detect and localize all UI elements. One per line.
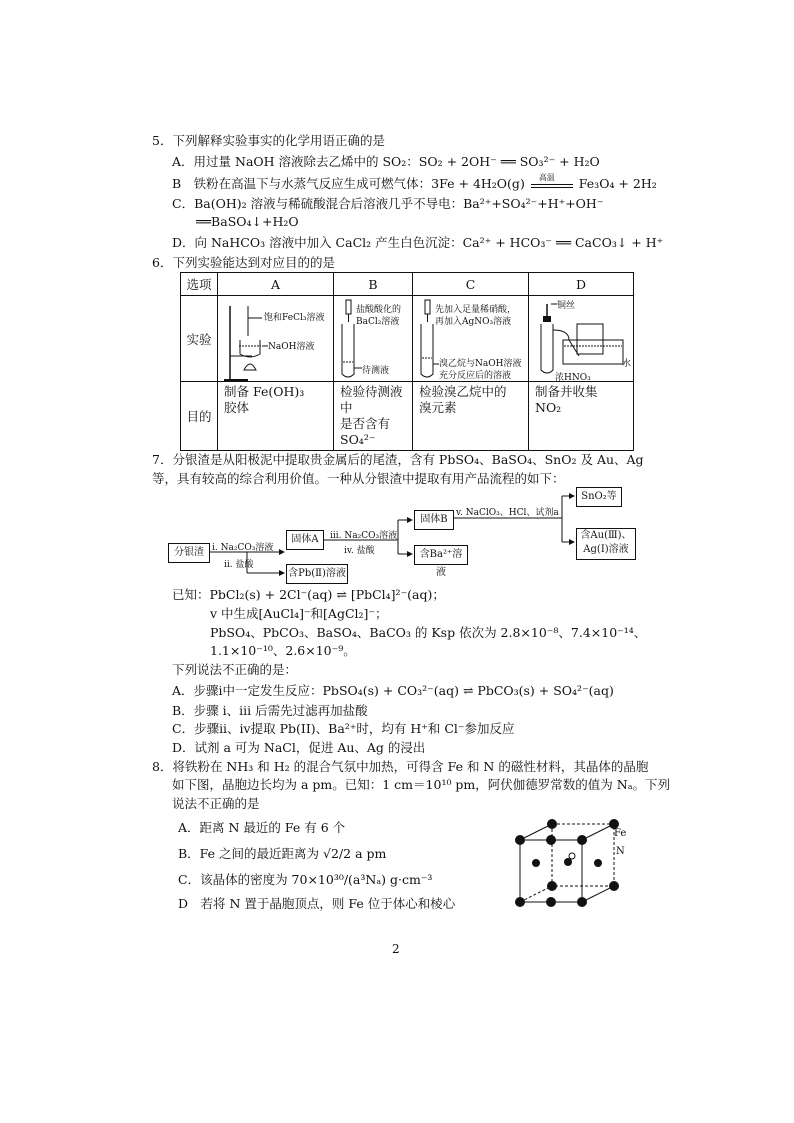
page-number: 2 [392, 942, 400, 956]
label-b1: 盐酸酸化的 [356, 305, 402, 315]
q6-col-option: 选项 [181, 273, 218, 296]
flow-start-box: 分银渣 [168, 543, 210, 563]
q5-option-b-product: Fe₃O₄ + 2H₂ [578, 176, 657, 191]
q6-purpose-c: 检验溴乙烷中的 溴元素 [413, 382, 529, 451]
flow-pb-solution-box: 含Pb(Ⅱ)溶液 [286, 564, 348, 584]
flow-solid-b-box: 固体B [414, 510, 454, 530]
flow-ba-solution-box: 含Ba²⁺溶液 [414, 545, 468, 565]
flow-step2b: iv. 盐酸 [344, 546, 375, 556]
flow-au-ag-box: 含Au(Ⅲ)、 Ag(Ⅰ)溶液 [576, 528, 636, 560]
q5-option-c-line2: ══BaSO₄↓+H₂O [196, 214, 299, 229]
flow-step1a: i. Na₂CO₃溶液 [212, 543, 274, 553]
q5-option-b-text: B 铁粉在高温下与水蒸气反应生成可燃气体：3Fe + 4H₂O(g) [172, 176, 525, 191]
q6-purpose-b: 检验待测液中 是否含有 SO₄²⁻ [334, 382, 413, 451]
q5-stem: 5．下列解释实验事实的化学用语正确的是 [152, 133, 385, 148]
label-d1: 铜丝 [557, 301, 576, 311]
q8-stem-line3: 说法不正确的是 [172, 796, 260, 811]
q8-stem-line1: 8．将铁粉在 NH₃ 和 H₂ 的混合气氛中加热，可得含 Fe 和 N 的磁性材料，其晶体的晶胞 [152, 759, 649, 774]
q6-header-c: C [413, 273, 529, 296]
q5-option-c-line1: C．Ba(OH)₂ 溶液与稀硫酸混合后溶液几乎不导电：Ba²⁺+SO₄²⁻+H⁺+OH⁻ [172, 196, 604, 211]
q7-option-c: C．步骤ii、iv提取 Pb(II)、Ba²⁺时，均有 H⁺和 Cl⁻参加反应 [172, 721, 515, 736]
q6-header-a: A [218, 273, 334, 296]
label-d2: 浓HNO₃ [555, 373, 591, 383]
q8-option-c: C．该晶体的密度为 70×10³⁰/(a³Nₐ) g·cm⁻³ [178, 872, 433, 887]
label-b3: 待测液 [362, 366, 390, 376]
label-a2: NaOH溶液 [268, 342, 315, 352]
flow-step1b: ii. 盐酸 [224, 560, 254, 570]
q8-option-d: D 若将 N 置于晶胞顶点，则 Fe 位于体心和棱心 [178, 896, 456, 911]
flow-step3: v. NaClO₃、HCl、试剂a [456, 508, 559, 518]
q7-stem-line2: 等，具有较高的综合利用价值。一种从分银渣中提取有用产品流程的如下： [152, 471, 565, 486]
q7-known-3: PbSO₄、PbCO₃、BaSO₄、BaCO₃ 的 Ksp 依次为 2.8×10⁻⁸、7.4×10⁻¹⁴、 [210, 625, 647, 640]
q7-stem-line1: 7．分银渣是从阳极泥中提取贵金属后的尾渣，含有 PbSO₄、BaSO₄、SnO₂ 及 Au、Ag [152, 452, 644, 467]
q7-known-4: 1.1×10⁻¹⁰、2.6×10⁻⁹。 [210, 643, 356, 658]
q7-question: 下列说法不正确的是： [172, 662, 298, 677]
figure-label-n: N [616, 846, 625, 857]
q7-option-b: B．步骤 i、iii 后需先过滤再加盐酸 [172, 703, 368, 718]
q6-purpose-a: 制备 Fe(OH)₃ 胶体 [218, 382, 334, 451]
label-c1: 先加入足量稀硝酸， [435, 305, 517, 315]
label-a1: 饱和FeCl₃溶液 [264, 313, 325, 323]
q6-header-d: D [529, 273, 634, 296]
label-b2: BaCl₂溶液 [356, 317, 400, 327]
q5-option-d: D．向 NaHCO₃ 溶液中加入 CaCl₂ 产生白色沉淀：Ca²⁺ + HCO₃⁻ ══ CaCO₃↓ + H⁺ [172, 235, 664, 250]
flow-solid-a-box: 固体A [286, 530, 324, 550]
q6-row-purpose: 目的 [181, 382, 218, 451]
q6-row-experiment: 实验 [181, 296, 218, 382]
label-d3: 水 [622, 359, 632, 369]
q8-option-a: A．距离 N 最近的 Fe 有 6 个 [178, 820, 346, 835]
label-c2: 再加入AgNO₃溶液 [435, 317, 512, 327]
q6-header-b: B [334, 273, 413, 296]
label-c3: 溴乙烷与NaOH溶液 [439, 359, 522, 369]
q8-option-b: B．Fe 之间的最近距离为 √2/2 a pm [178, 846, 387, 861]
q7-known-2: v 中生成[AuCl₄]⁻和[AgCl₂]⁻； [210, 606, 388, 621]
q6-stem: 6．下列实验能达到对应目的的是 [152, 255, 335, 270]
q8-stem-line2: 如下图，晶胞边长均为 a pm。已知：1 cm＝10¹⁰ pm，阿伏伽德罗常数的值为 Nₐ。下列 [172, 777, 671, 792]
flow-step2a: iii. Na₂CO₃溶液 [330, 531, 398, 541]
q5-condition-label: 高温 [538, 172, 555, 182]
q6-purpose-d: 制备并收集 NO₂ [529, 382, 634, 451]
q7-option-a: A．步骤i中一定发生反应：PbSO₄(s) + CO₃²⁻(aq) ⇌ PbCO₃(s) + SO₄²⁻(aq) [172, 683, 614, 698]
flow-sno2-box: SnO₂等 [576, 487, 622, 507]
q7-known-1: 已知：PbCl₂(s) + 2Cl⁻(aq) ⇌ [PbCl₄]²⁻(aq)； [172, 587, 445, 602]
q7-option-d: D．试剂 a 可为 NaCl，促进 Au、Ag 的浸出 [172, 740, 426, 755]
label-c4: 充分反应后的溶液 [439, 371, 512, 381]
q5-option-a: A．用过量 NaOH 溶液除去乙烯中的 SO₂：SO₂ + 2OH⁻ ══ SO₃²⁻ + H₂O [172, 154, 600, 169]
figure-label-fe: Fe [614, 828, 627, 839]
